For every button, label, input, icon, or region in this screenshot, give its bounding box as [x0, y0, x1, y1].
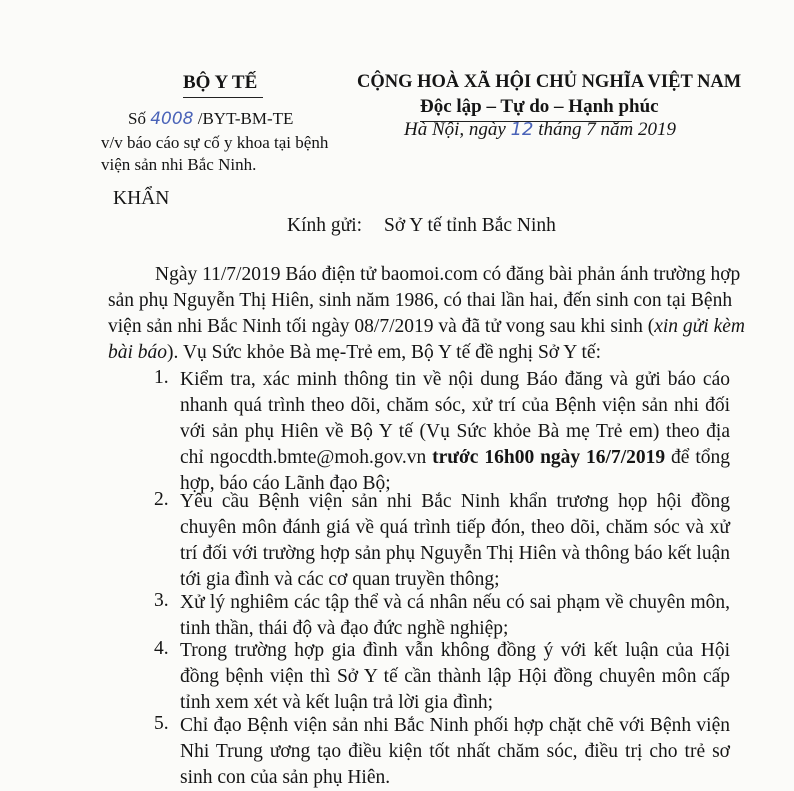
urgency-label: KHẨN — [113, 188, 170, 209]
recipient-name: Sở Y tế tỉnh Bắc Ninh — [384, 215, 556, 236]
item-1-text-b: để tổng hợp, báo cáo Lãnh đạo Bộ; — [180, 447, 731, 494]
date-suffix: tháng 7 năm 2019 — [538, 119, 677, 140]
date-prefix: Hà Nội, ngày — [404, 119, 506, 140]
intro-line-3-italic: xin gửi kèm — [654, 316, 745, 337]
recipient-label: Kính gửi: — [287, 215, 363, 236]
intro-line-3 — [108, 316, 745, 338]
list-item: Chỉ đạo Bệnh viện sản nhi Bắc Ninh phối hợp chặt chẽ với Bệnh viện Nhi Trung ương tạo điều kiện tốt nhất chăm sóc, điều trị cho trẻ sơ sinh con của sản phụ Hiên. — [180, 715, 730, 788]
national-title: CỘNG HOÀ XÃ HỘI CHỦ NGHĨA VIỆT NAM — [357, 72, 742, 92]
intro-line-4-italic: bài báo — [108, 342, 168, 363]
subject-line-1: v/v báo cáo sự cố y khoa tại bệnh — [101, 133, 329, 152]
item-number: 4. — [154, 638, 169, 659]
list-item: Yêu cầu Bệnh viện sản nhi Bắc Ninh khẩn trương họp hội đồng chuyên môn đánh giá về quá trình tiếp đón, theo dõi, chăm sóc và xử trí đối với trường hợp sản phụ Nguyễn Thị Hiên và thông báo kết luận tới gia đình và các cơ quan truyền thông; — [180, 491, 730, 590]
intro-line-4 — [108, 342, 601, 364]
number-prefix: Số — [128, 109, 146, 128]
list-item — [180, 367, 730, 497]
item-1-text-a: Kiểm tra, xác minh thông tin về nội dung Báo đăng và gửi báo cáo nhanh quá trình theo dõi, chăm sóc, xử trí của Bệnh viện sản nhi đối với sản phụ Hiên về Bộ Y tế (Vụ Sức khỏe Bà mẹ Trẻ em) theo địa chỉ ngocdth.bmte@moh.gov.vn — [180, 369, 730, 468]
intro-line-1: Ngày 11/7/2019 Báo điện tử baomoi.com có đăng bài phản ánh trường hợp — [155, 264, 741, 285]
intro-line-2: sản phụ Nguyễn Thị Hiên, sinh năm 1986, có thai lần hai, đến sinh con tại Bệnh — [108, 290, 733, 311]
list-item: Xử lý nghiêm các tập thể và cá nhân nếu có sai phạm về chuyên môn, tinh thần, thái độ và đạo đức nghề nghiệp; — [180, 592, 730, 639]
document-number — [128, 109, 293, 129]
handwritten-number: 4008 — [150, 109, 194, 129]
item-number: 5. — [154, 713, 169, 734]
handwritten-day: 12 — [510, 119, 534, 140]
national-motto: Độc lập – Tự do – Hạnh phúc — [420, 96, 659, 117]
item-number: 1. — [154, 367, 169, 388]
item-number: 2. — [154, 489, 169, 510]
intro-line-4-text: ). Vụ Sức khỏe Bà mẹ-Trẻ em, Bộ Y tế đề nghị Sở Y tế: — [167, 342, 601, 363]
subject-line-2: viện sản nhi Bắc Ninh. — [101, 155, 257, 174]
number-suffix: /BYT-BM-TE — [197, 109, 294, 128]
item-1-deadline: trước 16h00 ngày 16/7/2019 — [432, 447, 666, 468]
document-date — [404, 119, 676, 141]
item-number: 3. — [154, 590, 169, 611]
ministry-name: BỘ Y TẾ — [183, 72, 258, 93]
ministry-underline — [183, 97, 263, 98]
intro-line-3-text: viện sản nhi Bắc Ninh tối ngày 08/7/2019 và đã tử vong sau khi sinh ( — [108, 316, 655, 337]
list-item: Trong trường hợp gia đình vẫn không đồng ý với kết luận của Hội đồng bệnh viện thì Sở Y tế cần thành lập Hội đồng chuyên môn cấp tỉnh xem xét và kết luận trả lời gia đình; — [180, 640, 730, 713]
